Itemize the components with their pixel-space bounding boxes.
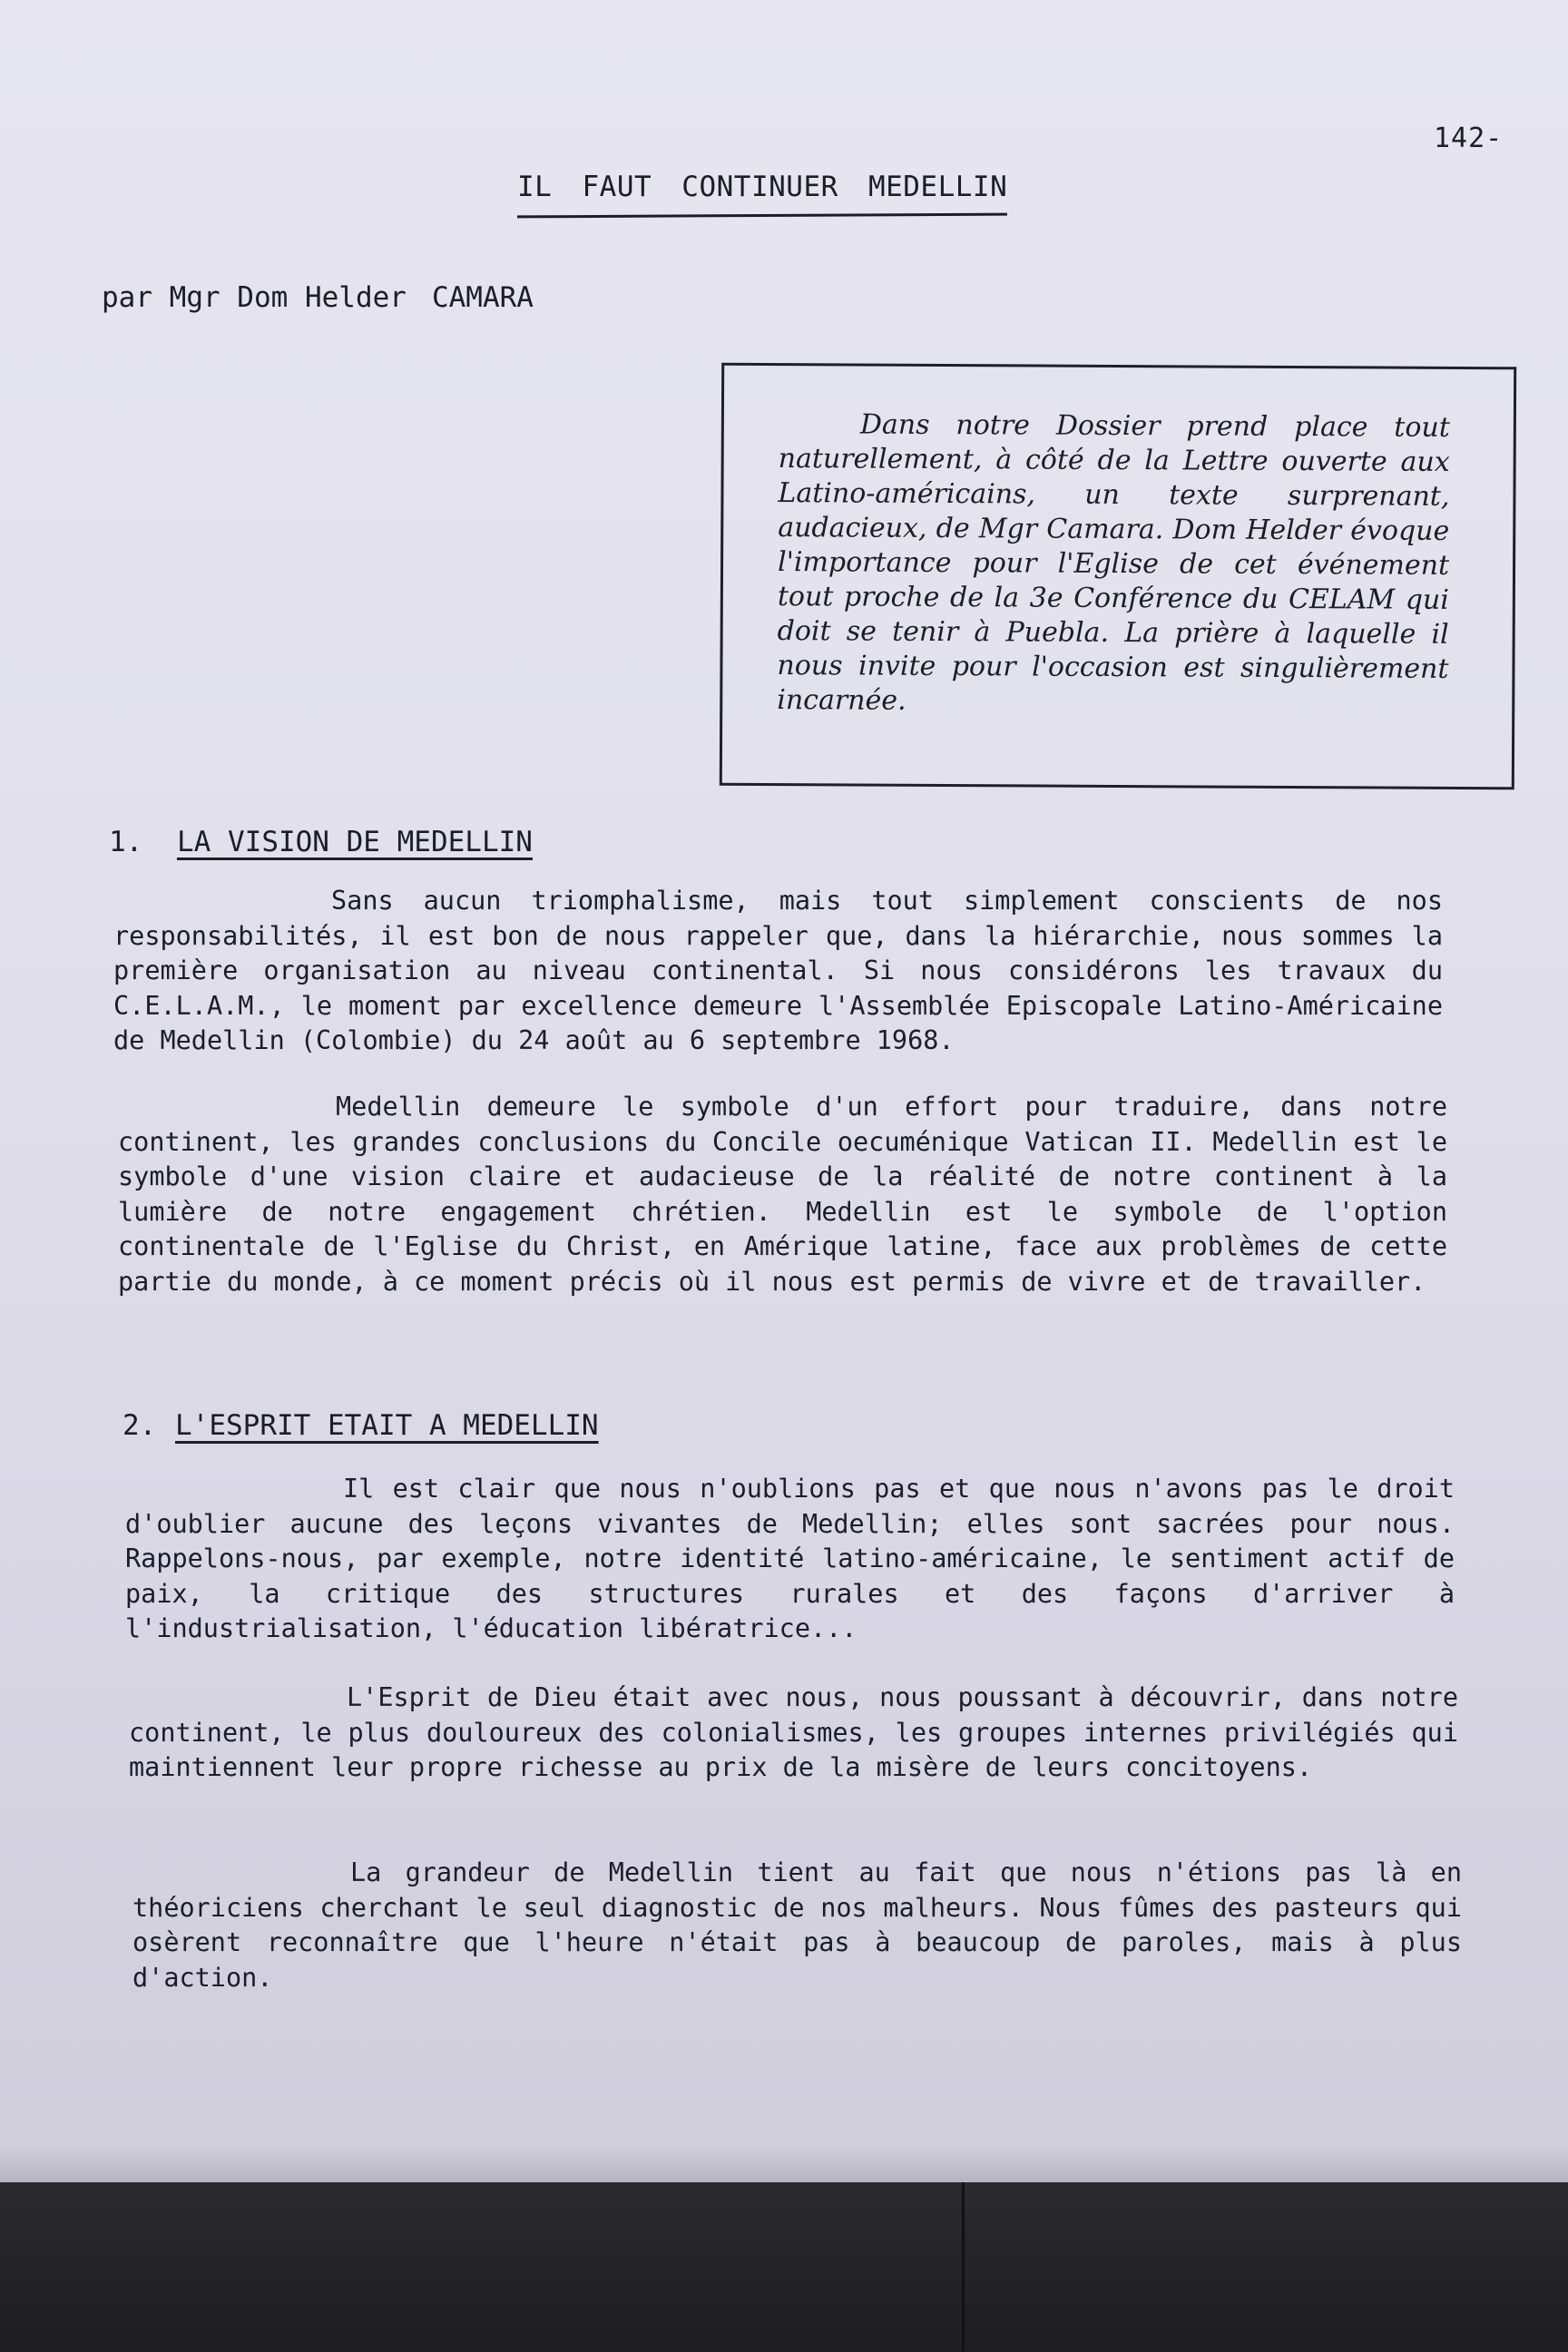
- desk-background: [0, 2182, 1568, 2352]
- section-title: L'ESPRIT ETAIT A MEDELLIN: [175, 1409, 599, 1442]
- byline-prefix: par Mgr Dom Helder: [102, 281, 407, 314]
- editorial-intro-box: [720, 363, 1516, 790]
- paragraph: La grandeur de Medellin tient au fait que nous n'étions pas là en théoriciens cherchant le seul diagnostic de nos malheurs. Nous fûmes des pasteurs qui osèrent reconnaître que l'heure n'était pas à beaucoup de paroles, mais à plus d'action.: [132, 1857, 1462, 1993]
- editorial-intro-text: Dans notre Dossier prend place tout naturellement, à côté de la Lettre ouverte aux Latino-américains, un texte surprenant, audacieux, de Mgr Camara. Dom Helder évoque l'importance pour l'Eglise de cet événement tout proche de la 3e Conférence du CELAM qui doit se tenir à Puebla. La prière à laquelle il nous invite pour l'occasion est singulièrement incarnée.: [777, 408, 1450, 717]
- paragraph: L'Esprit de Dieu était avec nous, nous poussant à découvrir, dans notre continent, le plus douloureux des colonialismes, les groupes internes privilégiés qui maintiennent leur propre richesse au prix de la misère de leurs concitoyens.: [129, 1682, 1458, 1782]
- author-name: CAMARA: [431, 281, 534, 314]
- section-heading-1: [109, 826, 533, 858]
- desk-seam: [962, 2182, 965, 2352]
- page-number: 142-: [1434, 122, 1504, 154]
- section-number: 2.: [122, 1409, 157, 1442]
- section-heading-2: [122, 1409, 599, 1442]
- byline: [102, 281, 534, 314]
- paragraph: Il est clair que nous n'oublions pas et que nous n'avons pas le droit d'oublier aucune des leçons vivantes de Medellin; elles sont sacrées pour nous. Rappelons-nous, par exemple, notre identité latino-américaine, le sentiment actif de paix, la critique des structures rurales et des façons d'arriver à l'industrialisation, l'éducation libératrice...: [125, 1474, 1455, 1643]
- paragraph: Sans aucun triomphalisme, mais tout simplement conscients de nos responsabilités, il est bon de nous rappeler que, dans la hiérarchie, nous sommes la première organisation au niveau continental. Si nous considérons les travaux du C.E.L.A.M., le moment par excellence demeure l'Assemblée Episcopale Latino-Américaine de Medellin (Colombie) du 24 août au 6 septembre 1968.: [113, 886, 1443, 1055]
- paragraph: Medellin demeure le symbole d'un effort pour traduire, dans notre continent, les grandes conclusions du Concile oecuménique Vatican II. Medellin est le symbole d'une vision claire et audacieuse de la réalité de notre continent à la lumière de notre engagement chrétien. Medellin est le symbole de l'option continentale de l'Eglise du Christ, en Amérique latine, face aux problèmes de cette partie du monde, à ce moment précis où il nous est permis de vivre et de travailler.: [118, 1092, 1447, 1297]
- section-number: 1.: [109, 826, 143, 858]
- section-title: LA VISION DE MEDELLIN: [177, 826, 533, 858]
- title-underline: [517, 213, 1007, 219]
- article-title: IL FAUT CONTINUER MEDELLIN: [517, 171, 1008, 203]
